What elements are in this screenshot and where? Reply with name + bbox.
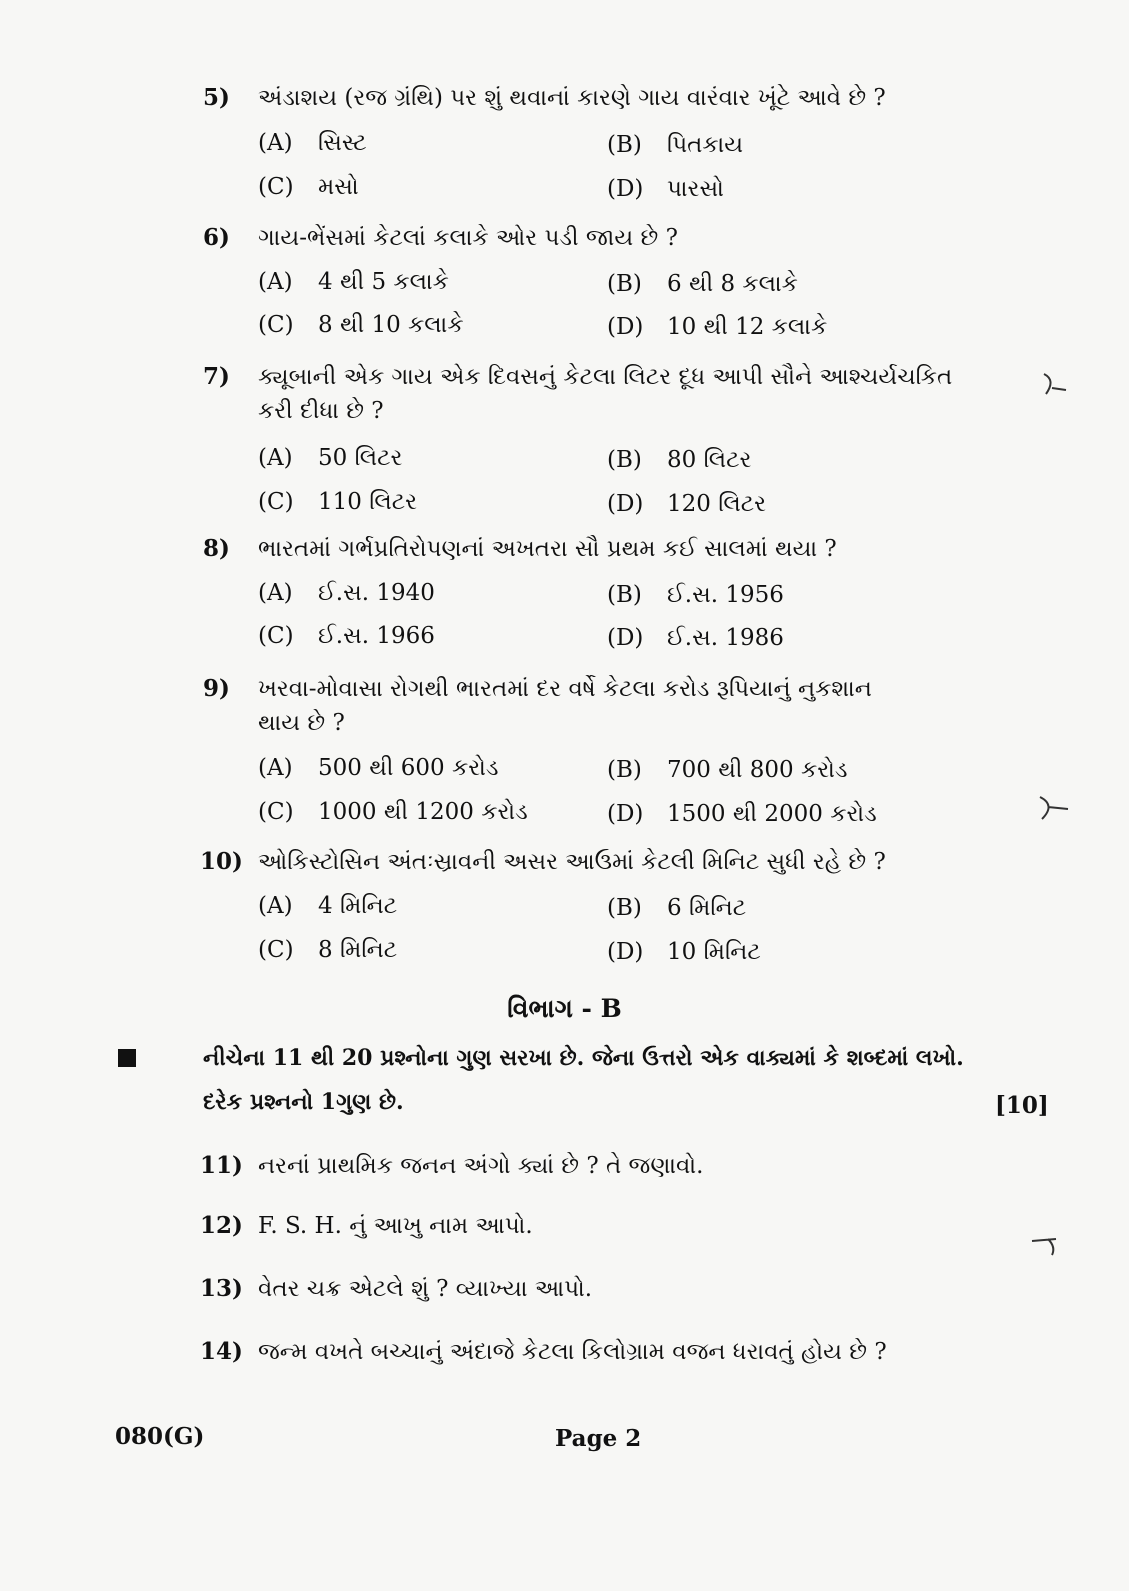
question-number: 14)	[200, 1338, 243, 1365]
option-d	[607, 622, 784, 654]
option-c	[258, 486, 417, 518]
option-b	[607, 892, 746, 924]
option-text: 6 મિનિટ	[667, 895, 747, 921]
option-c	[258, 620, 435, 652]
option-text: ઈ.સ. 1986	[667, 625, 784, 651]
square-bullet-icon	[118, 1049, 136, 1067]
scan-mark-icon	[1038, 370, 1072, 400]
question-text: ગાય-ભેંસમાં કેટલાં કલાકે ઓર પડી જાય છે ?	[258, 225, 678, 251]
question-number: 8)	[203, 535, 230, 562]
option-text: 700 થી 800 કરોડ	[667, 757, 848, 783]
option-text: મસો	[318, 174, 359, 200]
option-label: (C)	[258, 799, 294, 825]
option-text: 4 મિનિટ	[318, 893, 398, 919]
option-b	[607, 579, 784, 611]
option-label: (A)	[258, 445, 293, 471]
option-b	[607, 268, 798, 300]
option-d	[607, 798, 877, 830]
question-text: ક્યૂબાની એક ગાય એક દિવસનું કેટલા લિટર દૂધ આપી સૌને આશ્ચર્યચકિત	[258, 364, 953, 390]
section-b-marks: [10]	[995, 1092, 1049, 1119]
option-text: 1500 થી 2000 કરોડ	[667, 801, 877, 827]
option-text: 10 થી 12 કલાકે	[667, 314, 828, 340]
question-text: વેતર ચક્ર એટલે શું ? વ્યાખ્યા આપો.	[258, 1276, 593, 1302]
option-text: 8 મિનિટ	[318, 937, 398, 963]
option-text: પારસો	[667, 176, 724, 202]
option-label: (B)	[607, 895, 642, 921]
scan-mark-icon	[1030, 1233, 1064, 1259]
question-number: 9)	[203, 675, 230, 702]
option-label: (C)	[258, 623, 294, 649]
section-b-instruction-cont: દરેક પ્રશ્નનો 1ગુણ છે.	[203, 1089, 404, 1115]
option-a	[258, 127, 367, 159]
option-text: ઈ.સ. 1940	[318, 580, 435, 606]
option-label: (C)	[258, 174, 294, 200]
option-d	[607, 311, 827, 343]
question-number: 13)	[200, 1275, 243, 1302]
option-c	[258, 309, 464, 341]
scan-mark-icon	[1036, 793, 1074, 825]
option-text: 4 થી 5 કલાકે	[318, 269, 449, 295]
question-number: 7)	[203, 363, 230, 390]
question-text: ખરવા-મોવાસા રોગથી ભારતમાં દર વર્ષે કેટલા કરોડ રૂપિયાનું નુકશાન	[258, 676, 872, 702]
option-text: 500 થી 600 કરોડ	[318, 755, 499, 781]
question-number: 12)	[200, 1212, 243, 1239]
option-label: (D)	[607, 939, 644, 965]
question-text: ભારતમાં ગર્ભપ્રતિરોપણનાં અખતરા સૌ પ્રથમ કઈ સાલમાં થયા ?	[258, 536, 837, 562]
option-label: (A)	[258, 893, 293, 919]
question-text: નરનાં પ્રાથમિક જનન અંગો ક્યાં છે ? તે જણાવો.	[258, 1153, 704, 1179]
question-text-cont: થાય છે ?	[258, 710, 345, 736]
option-text: ઈ.સ. 1966	[318, 623, 435, 649]
option-label: (C)	[258, 489, 294, 515]
question-number: 10)	[200, 848, 243, 875]
option-label: (B)	[607, 582, 642, 608]
option-label: (A)	[258, 580, 293, 606]
option-b	[607, 129, 743, 161]
option-a	[258, 442, 402, 474]
option-c	[258, 171, 359, 203]
option-a	[258, 266, 449, 298]
option-a	[258, 890, 397, 922]
option-text: 10 મિનિટ	[667, 939, 761, 965]
option-d	[607, 936, 761, 968]
section-b-instruction: નીચેના 11 થી 20 પ્રશ્નોના ગુણ સરખા છે. જેના ઉત્તરો એક વાક્યમાં કે શબ્દમાં લખો.	[203, 1045, 964, 1071]
option-text: 110 લિટર	[318, 489, 418, 515]
option-text: 6 થી 8 કલાકે	[667, 271, 798, 297]
option-a	[258, 752, 498, 784]
question-text-cont: કરી દીધા છે ?	[258, 398, 384, 424]
question-number: 11)	[200, 1152, 243, 1179]
option-label: (A)	[258, 755, 293, 781]
option-text: 1000 થી 1200 કરોડ	[318, 799, 528, 825]
option-b	[607, 754, 847, 786]
option-c	[258, 796, 528, 828]
option-label: (D)	[607, 176, 644, 202]
option-text: સિસ્ટ	[318, 130, 367, 156]
option-text: 8 થી 10 કલાકે	[318, 312, 464, 338]
question-number: 5)	[203, 84, 230, 111]
option-label: (D)	[607, 801, 644, 827]
option-label: (B)	[607, 271, 642, 297]
question-text: અંડાશય (રજ ગ્રંથિ) પર શું થવાનાં કારણે ગાય વારંવાર ખૂંટે આવે છે ?	[258, 85, 886, 111]
question-text: ઓકિસ્ટોસિન અંતઃસ્રાવની અસર આઉમાં કેટલી મિનિટ સુધી રહે છે ?	[258, 849, 886, 875]
option-text: ઈ.સ. 1956	[667, 582, 784, 608]
page-number: Page 2	[555, 1425, 642, 1452]
option-label: (B)	[607, 132, 642, 158]
option-c	[258, 934, 397, 966]
option-label: (C)	[258, 937, 294, 963]
section-b-title: વિભાગ - B	[507, 994, 622, 1023]
option-text: 120 લિટર	[667, 491, 767, 517]
option-text: 80 લિટર	[667, 447, 752, 473]
option-label: (D)	[607, 314, 644, 340]
option-label: (B)	[607, 447, 642, 473]
question-text: F. S. H. નું આખુ નામ આપો.	[258, 1213, 533, 1239]
option-a	[258, 577, 435, 609]
option-d	[607, 488, 766, 520]
question-text: જન્મ વખતે બચ્ચાનું અંદાજે કેટલા કિલોગ્રામ વજન ધરાવતું હોય છે ?	[258, 1339, 887, 1365]
option-label: (D)	[607, 491, 644, 517]
paper-code: 080(G)	[115, 1423, 205, 1450]
option-b	[607, 444, 751, 476]
option-label: (C)	[258, 312, 294, 338]
option-label: (A)	[258, 269, 293, 295]
question-number: 6)	[203, 224, 230, 251]
option-label: (B)	[607, 757, 642, 783]
option-text: પિતકાય	[667, 132, 744, 158]
option-label: (D)	[607, 625, 644, 651]
option-label: (A)	[258, 130, 293, 156]
option-d	[607, 173, 724, 205]
option-text: 50 લિટર	[318, 445, 403, 471]
